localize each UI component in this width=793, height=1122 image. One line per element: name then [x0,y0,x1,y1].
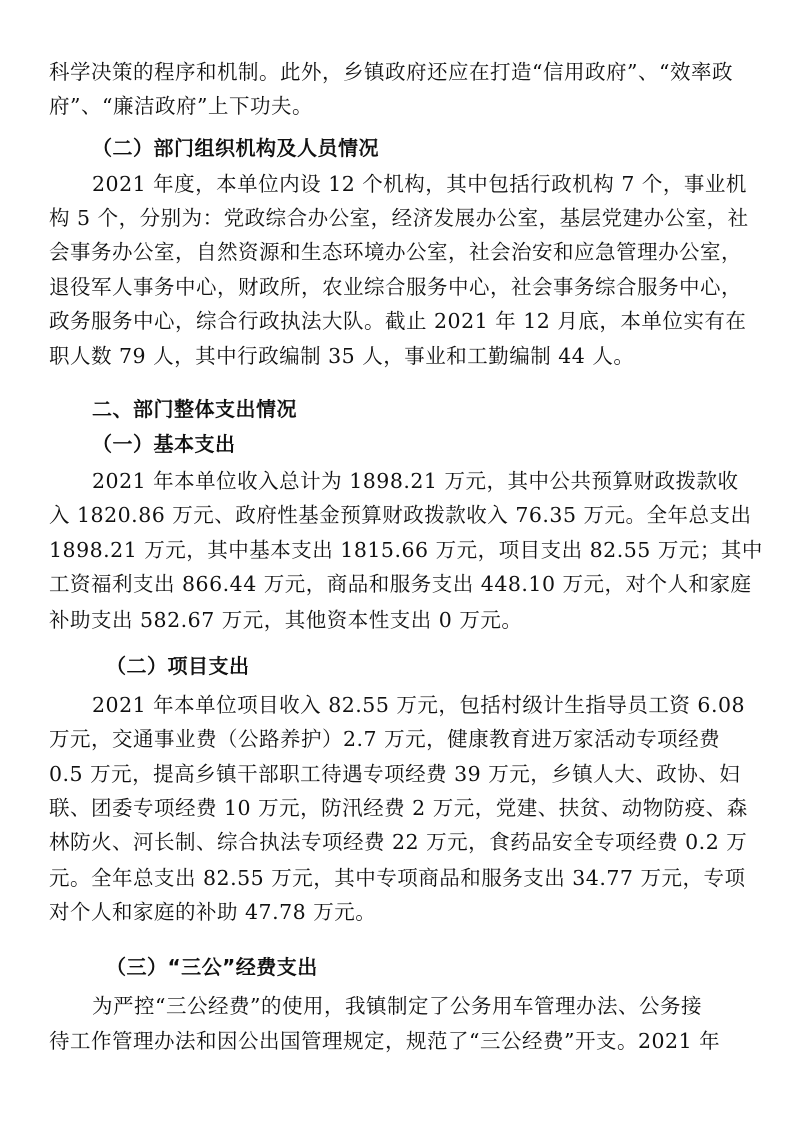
body-text-line: 职人数 79 人，其中行政编制 35 人，事业和工勤编制 44 人。 [49,344,635,368]
body-text-line: 科学决策的程序和机制。此外，乡镇政府还应在打造“信用政府”、“效率政 [49,60,733,84]
body-text-line: 府”、“廉洁政府”上下功夫。 [49,94,313,118]
body-text-line: 为严控“三公经费”的使用，我镇制定了公务用车管理办法、公务接 [92,994,702,1018]
section-heading: （二）部门组织机构及人员情况 [92,136,379,160]
body-text-line: 1898.21 万元，其中基本支出 1815.66 万元，项目支出 82.55 万元；其中 [49,538,763,562]
body-text-line: 2021 年度，本单位内设 12 个机构，其中包括行政机构 7 个，事业机 [92,172,747,196]
body-text-line: 待工作管理办法和因公出国管理规定，规范了“三公经费”开支。2021 年 [49,1029,721,1053]
body-text-line: 构 5 个，分别为：党政综合办公室，经济发展办公室，基层党建办公室，社 [49,206,749,230]
body-text-line: 元。全年总支出 82.55 万元，其中专项商品和服务支出 34.77 万元，专项 [49,866,746,890]
section-heading: （二）项目支出 [106,654,250,678]
body-text-line: 退役军人事务中心，财政所，农业综合服务中心，社会事务综合服务中心， [49,275,742,299]
chapter-heading: 二、部门整体支出情况 [92,397,297,421]
body-text-line: 政务服务中心，综合行政执法大队。截止 2021 年 12 月底，本单位实有在 [49,309,747,333]
section-heading: （三）“三公”经费支出 [106,955,318,979]
body-text-line: 2021 年本单位项目收入 82.55 万元，包括村级计生指导员工资 6.08 [92,693,746,717]
body-text-line: 会事务办公室，自然资源和生态环境办公室，社会治安和应急管理办公室， [49,240,742,264]
body-text-line: 林防火、河长制、综合执法专项经费 22 万元，食药品安全专项经费 0.2 万 [49,830,748,854]
body-text-line: 入 1820.86 万元、政府性基金预算财政拨款收入 76.35 万元。全年总支出 [49,503,752,527]
body-text-line: 补助支出 582.67 万元，其他资本性支出 0 万元。 [49,608,523,632]
body-text-line: 对个人和家庭的补助 47.78 万元。 [49,900,377,924]
body-text-line: 万元，交通事业费（公路养护）2.7 万元，健康教育进万家活动专项经费 [49,727,721,751]
body-text-line: 工资福利支出 866.44 万元，商品和服务支出 448.10 万元，对个人和家庭 [49,572,752,596]
body-text-line: 联、团委专项经费 10 万元，防汛经费 2 万元，党建、扶贫、动物防疫、森 [49,796,748,820]
body-text-line: 0.5 万元，提高乡镇干部职工待遇专项经费 39 万元，乡镇人大、政协、妇 [49,762,741,786]
section-heading: （一）基本支出 [92,432,236,456]
body-text-line: 2021 年本单位收入总计为 1898.21 万元，其中公共预算财政拨款收 [92,469,739,493]
